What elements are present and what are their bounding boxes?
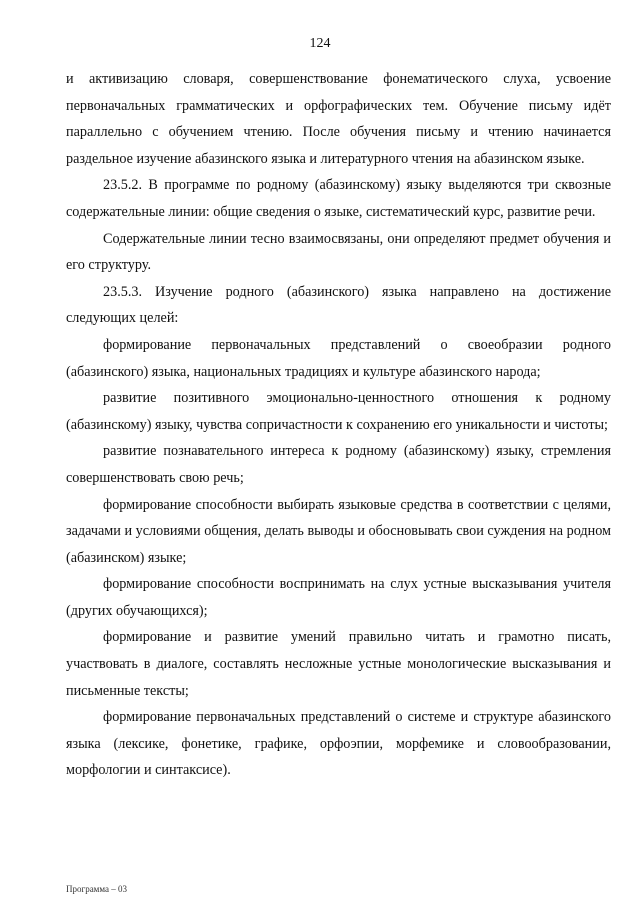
page-footer: Программа – 03: [66, 884, 128, 894]
paragraph: и активизацию словаря, совершенствование фонематического слуха, усвоение первоначальных грамматических и орфографических тем. Обучение письму идёт параллельно с обучением чтению. После обучения письму и чтению начинается раздельное изучение абазинского языка и литературного чтения на абазинском языке.: [66, 71, 611, 167]
paragraph: формирование первоначальных представлений о своеобразии родного (абазинского) языка, национальных традициях и культуре абазинского народа;: [66, 336, 611, 380]
paragraph: формирование способности выбирать языковые средства в соответствии с целями, задачами и условиями общения, делать выводы и обосновывать свои суждения на родном (абазинском) языке;: [66, 496, 611, 566]
paragraph: развитие познавательного интереса к родному (абазинскому) языку, стремления совершенствовать свою речь;: [66, 443, 611, 486]
paragraph: развитие позитивного эмоционально-ценностного отношения к родному (абазинскому) языку, чувства сопричастности к сохранению его уникальности и чистоты;: [66, 390, 611, 433]
body-text: [66, 66, 611, 784]
paragraph: 23.5.3. Изучение родного (абазинского) языка направлено на достижение следующих целей:: [66, 283, 611, 327]
paragraph: формирование первоначальных представлений о системе и структуре абазинского языка (лексике, фонетике, графике, орфоэпии, морфемике и словообразовании, морфологии и синтаксисе).: [66, 709, 611, 779]
paragraph: формирование и развитие умений правильно читать и грамотно писать, участвовать в диалоге, составлять несложные устные монологические высказывания и письменные тексты;: [66, 629, 611, 699]
paragraph: 23.5.2. В программе по родному (абазинскому) языку выделяются три сквозные содержательные линии: общие сведения о языке, систематический курс, развитие речи.: [66, 177, 611, 220]
paragraph: Содержательные линии тесно взаимосвязаны, они определяют предмет обучения и его структуру.: [66, 230, 611, 274]
page-number: 124: [309, 36, 331, 51]
paragraph: формирование способности воспринимать на слух устные высказывания учителя (других обучающихся);: [66, 576, 611, 619]
